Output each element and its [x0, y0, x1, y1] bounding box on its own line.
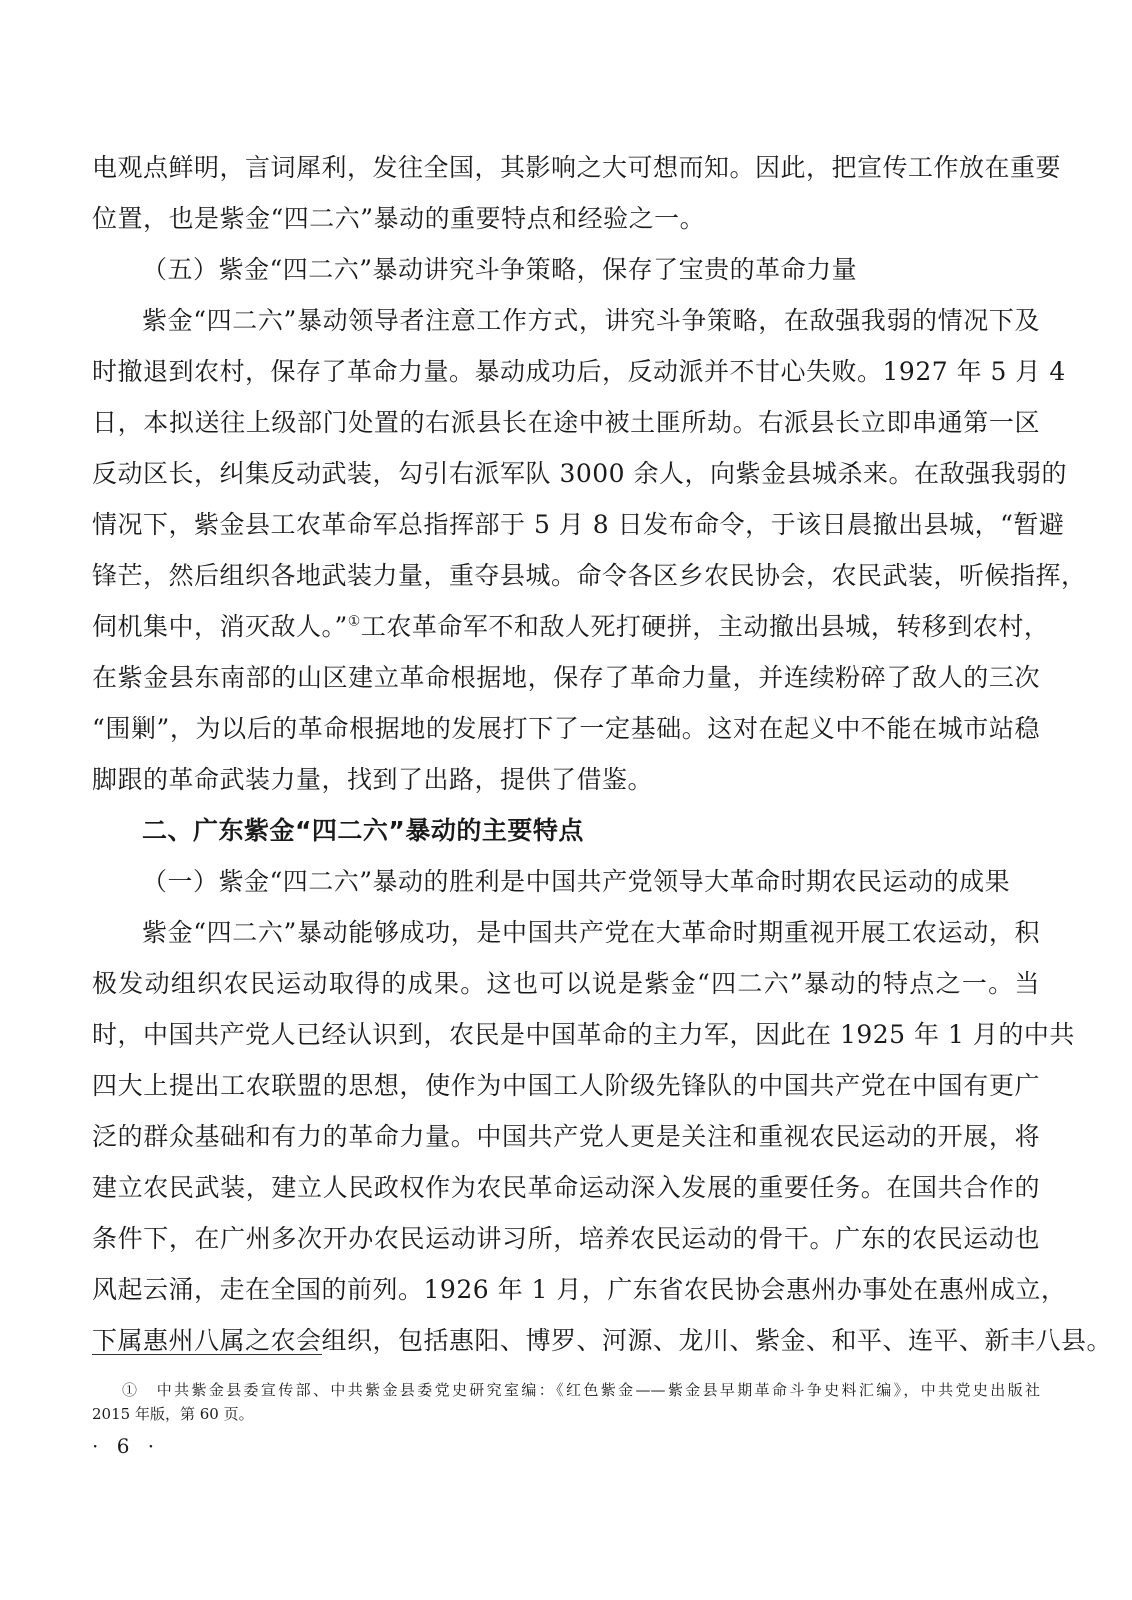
- page-number: · 6 ·: [92, 1434, 161, 1458]
- chapter-heading: 二、广东紫金“四二六”暴动的主要特点: [142, 816, 584, 845]
- body-line: 日，本拟送往上级部门处置的右派县长在途中被土匪所劫。右派县长立即串通第一区: [92, 408, 1040, 437]
- body-line: 下属惠州八属之农会组织，包括惠阳、博罗、河源、龙川、紫金、和平、连平、新丰八县。: [92, 1326, 1113, 1355]
- body-text: 工农革命军不和敌人死打硬拼，主动撤出县城，转移到农村，: [360, 612, 1050, 641]
- body-line: 反动区长，纠集反动武装，勾引右派军队 3000 余人，向紫金县城杀来。在敌强我弱的: [92, 459, 1068, 488]
- body-text: 伺机集中，消灭敌人。”: [92, 612, 348, 641]
- body-line: 紫金“四二六”暴动能够成功，是中国共产党在大革命时期重视开展工农运动，积: [142, 918, 1040, 947]
- body-line: 紫金“四二六”暴动领导者注意工作方式，讲究斗争策略，在敌强我弱的情况下及: [142, 306, 1040, 335]
- body-line: 时撤退到农村，保存了革命力量。暴动成功后，反动派并不甘心失败。1927 年 5 月 4: [92, 357, 1066, 386]
- body-line: 四大上提出工农联盟的思想，使作为中国工人阶级先锋队的中国共产党在中国有更广: [92, 1071, 1040, 1100]
- body-line: 脚跟的革命武装力量，找到了出路，提供了借鉴。: [92, 765, 654, 794]
- body-line: “围剿”，为以后的革命根据地的发展打下了一定基础。这对在起义中不能在城市站稳: [92, 714, 1040, 743]
- body-line: 条件下，在广州多次开办农民运动讲习所，培养农民运动的骨干。广东的农民运动也: [92, 1224, 1040, 1253]
- footnote: [92, 1378, 1040, 1426]
- body-line: 电观点鲜明，言词犀利，发往全国，其影响之大可想而知。因此，把宣传工作放在重要: [92, 153, 1062, 182]
- body-line: 风起云涌，走在全国的前列。1926 年 1 月，广东省农民协会惠州办事处在惠州成立，: [92, 1275, 1067, 1304]
- body-line: 泛的群众基础和有力的革命力量。中国共产党人更是关注和重视农民运动的开展，将: [92, 1122, 1040, 1151]
- footnote-reference[interactable]: ①: [347, 613, 361, 630]
- footnote-line: 2015 年版，第 60 页。: [92, 1405, 254, 1423]
- body-line: 在紫金县东南部的山区建立革命根据地，保存了革命力量，并连续粉碎了敌人的三次: [92, 663, 1040, 692]
- body-line: 建立农民武装，建立人民政权作为农民革命运动深入发展的重要任务。在国共合作的: [92, 1173, 1040, 1202]
- body-line: 锋芒，然后组织各地武装力量，重夺县城。命令各区乡农民协会，农民武装，听候指挥，: [92, 561, 1087, 590]
- footnote-divider: [92, 1354, 322, 1355]
- body-line-with-footnote: [92, 601, 1050, 652]
- body-line: 情况下，紫金县工农革命军总指挥部于 5 月 8 日发布命令，于该日晨撤出县城，“暂避: [92, 510, 1065, 539]
- section-heading: （一）紫金“四二六”暴动的胜利是中国共产党领导大革命时期农民运动的成果: [142, 867, 1011, 896]
- footnote-line: ① 中共紫金县委宣传部、中共紫金县委党史研究室编：《红色紫金——紫金县早期革命斗争史料汇编》，中共党史出版社: [122, 1381, 1040, 1399]
- body-line: 极发动组织农民运动取得的成果。这也可以说是紫金“四二六”暴动的特点之一。当: [92, 969, 1040, 998]
- section-heading: （五）紫金“四二六”暴动讲究斗争策略，保存了宝贵的革命力量: [142, 255, 858, 284]
- body-line: 时，中国共产党人已经认识到，农民是中国革命的主力军，因此在 1925 年 1 月的中共: [92, 1020, 1075, 1049]
- body-line: 位置，也是紫金“四二六”暴动的重要特点和经验之一。: [92, 204, 706, 233]
- page-body: [92, 142, 1113, 1366]
